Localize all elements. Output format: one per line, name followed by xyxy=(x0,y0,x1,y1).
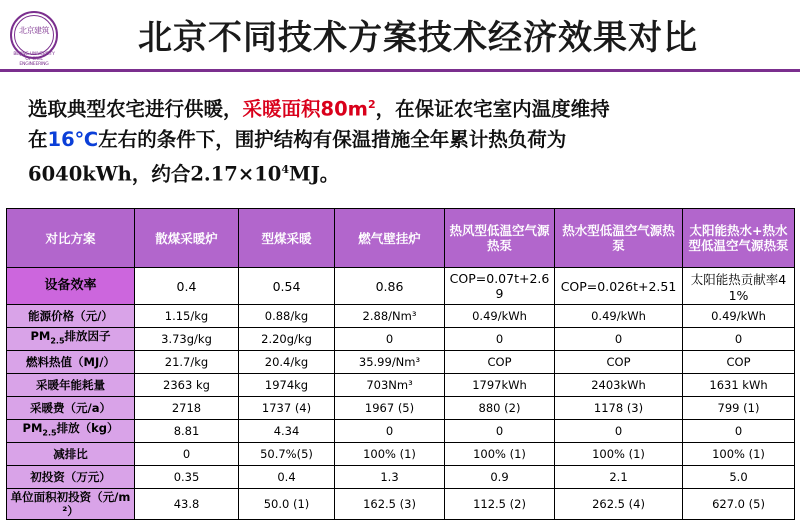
cell-7-2: 100% (1) xyxy=(335,443,445,466)
cell-8-4: 2.1 xyxy=(555,466,683,489)
cell-2-3: 0 xyxy=(445,328,555,351)
cell-2-1: 2.20g/kg xyxy=(239,328,335,351)
table-row xyxy=(7,328,795,351)
cell-7-0: 0 xyxy=(135,443,239,466)
cell-9-1: 50.0 (1) xyxy=(239,489,335,520)
cell-5-2: 1967 (5) xyxy=(335,397,445,420)
slide-header xyxy=(0,0,800,72)
row-label-unit-area-initial-investment: 单位面积初投资（元/m²） xyxy=(7,489,135,520)
row-label-energy-price: 能源价格（元/） xyxy=(7,305,135,328)
column-header-2: 燃气壁挂炉 xyxy=(335,209,445,268)
cell-1-5: 0.49/kWh xyxy=(683,305,795,328)
cell-7-4: 100% (1) xyxy=(555,443,683,466)
cell-5-0: 2718 xyxy=(135,397,239,420)
cell-1-1: 0.88/kg xyxy=(239,305,335,328)
column-header-0: 散煤采暖炉 xyxy=(135,209,239,268)
table-row xyxy=(7,489,795,520)
cell-2-2: 0 xyxy=(335,328,445,351)
cell-0-4: COP=0.026t+2.51 xyxy=(555,268,683,305)
pm-emission-label-tail: 排放（kg） xyxy=(56,421,119,436)
table-row xyxy=(7,443,795,466)
cell-0-0: 0.4 xyxy=(135,268,239,305)
row-label-pm25-emission-factor xyxy=(7,328,135,351)
cell-6-0: 8.81 xyxy=(135,420,239,443)
column-header-1: 型煤采暖 xyxy=(239,209,335,268)
row-label-heating-cost: 采暖费（元/a） xyxy=(7,397,135,420)
pm-emission-label-main: PM xyxy=(22,421,43,436)
cell-5-5: 799 (1) xyxy=(683,397,795,420)
cell-9-4: 262.5 (4) xyxy=(555,489,683,520)
row-label-pm25-emission xyxy=(7,420,135,443)
cell-8-0: 0.35 xyxy=(135,466,239,489)
logo-inner-ring xyxy=(14,15,54,55)
pm-label-sub: 2.5 xyxy=(50,336,65,346)
intro-segment-3: ，在保证农宅室内温度维持 xyxy=(375,97,610,121)
cell-9-0: 43.8 xyxy=(135,489,239,520)
intro-segment-4: 在 xyxy=(28,127,48,151)
pm-label-main: PM xyxy=(30,329,51,344)
row-label-initial-investment: 初投资（万元） xyxy=(7,466,135,489)
cell-2-0: 3.73g/kg xyxy=(135,328,239,351)
cell-2-4: 0 xyxy=(555,328,683,351)
cell-9-2: 162.5 (3) xyxy=(335,489,445,520)
cell-4-1: 1974kg xyxy=(239,374,335,397)
row-label-emission-reduction-ratio: 减排比 xyxy=(7,443,135,466)
cell-1-0: 1.15/kg xyxy=(135,305,239,328)
column-header-4: 热水型低温空气源热泵 xyxy=(555,209,683,268)
cell-6-4: 0 xyxy=(555,420,683,443)
intro-segment-6: 左右的条件下，围护结构有保温措施全年累计热负荷为 xyxy=(98,127,567,151)
university-logo-icon xyxy=(4,8,66,67)
page-title: 北京不同技术方案技术经济效果对比 xyxy=(138,18,698,58)
logo-subtext: BEIJING UNIVERSITY OF CIVIL ENGINEERING xyxy=(13,51,55,67)
intro-segment-7-sup: 4 xyxy=(281,162,289,176)
cell-3-3: COP xyxy=(445,351,555,374)
cell-3-0: 21.7/kg xyxy=(135,351,239,374)
pm-emission-label-sub: 2.5 xyxy=(42,428,57,438)
cell-0-5: 太阳能热贡献率41% xyxy=(683,268,795,305)
cell-3-4: COP xyxy=(555,351,683,374)
cell-7-5: 100% (1) xyxy=(683,443,795,466)
row-label-fuel-heating-value: 燃料热值（MJ/） xyxy=(7,351,135,374)
column-header-5: 太阳能热水+热水型低温空气源热泵 xyxy=(683,209,795,268)
row-label-annual-energy-consumption: 采暖年能耗量 xyxy=(7,374,135,397)
cell-4-5: 1631 kWh xyxy=(683,374,795,397)
cell-4-0: 2363 kg xyxy=(135,374,239,397)
cell-8-5: 5.0 xyxy=(683,466,795,489)
row-label-equipment-efficiency: 设备效率 xyxy=(7,268,135,305)
cell-3-1: 20.4/kg xyxy=(239,351,335,374)
table-corner-label: 对比方案 xyxy=(7,209,135,268)
intro-segment-7: 6040kWh，约合2.17×10 xyxy=(28,162,282,185)
pm-label-tail: 排放因子 xyxy=(64,329,111,344)
cell-6-1: 4.34 xyxy=(239,420,335,443)
cell-0-1: 0.54 xyxy=(239,268,335,305)
intro-paragraph xyxy=(28,90,786,189)
cell-7-1: 50.7%(5) xyxy=(239,443,335,466)
table-row xyxy=(7,268,795,305)
table-row xyxy=(7,420,795,443)
cell-9-3: 112.5 (2) xyxy=(445,489,555,520)
cell-4-3: 1797kWh xyxy=(445,374,555,397)
cell-6-2: 0 xyxy=(335,420,445,443)
intro-highlight-area-sup: 2 xyxy=(367,98,376,111)
table-row xyxy=(7,397,795,420)
intro-highlight-temperature: 16℃ xyxy=(47,127,99,151)
intro-highlight-area: 采暖面积80m xyxy=(242,97,368,121)
table-row xyxy=(7,351,795,374)
cell-4-2: 703Nm³ xyxy=(335,374,445,397)
cell-1-3: 0.49/kWh xyxy=(445,305,555,328)
comparison-table-container xyxy=(6,208,794,520)
cell-9-5: 627.0 (5) xyxy=(683,489,795,520)
cell-1-2: 2.88/Nm³ xyxy=(335,305,445,328)
comparison-table xyxy=(6,208,795,520)
cell-2-5: 0 xyxy=(683,328,795,351)
cell-3-5: COP xyxy=(683,351,795,374)
cell-6-5: 0 xyxy=(683,420,795,443)
cell-8-1: 0.4 xyxy=(239,466,335,489)
intro-segment-1: 选取典型农宅进行供暖， xyxy=(28,97,243,121)
table-row xyxy=(7,305,795,328)
cell-5-1: 1737 (4) xyxy=(239,397,335,420)
cell-5-4: 1178 (3) xyxy=(555,397,683,420)
intro-segment-8: MJ。 xyxy=(289,162,340,185)
cell-1-4: 0.49/kWh xyxy=(555,305,683,328)
cell-3-2: 35.99/Nm³ xyxy=(335,351,445,374)
table-row xyxy=(7,374,795,397)
table-header-row xyxy=(7,209,795,268)
cell-5-3: 880 (2) xyxy=(445,397,555,420)
cell-0-2: 0.86 xyxy=(335,268,445,305)
table-body xyxy=(7,268,795,520)
cell-7-3: 100% (1) xyxy=(445,443,555,466)
cell-0-3: COP=0.07t+2.69 xyxy=(445,268,555,305)
table-row xyxy=(7,466,795,489)
column-header-3: 热风型低温空气源热泵 xyxy=(445,209,555,268)
logo-text: 北京建筑 xyxy=(19,25,49,35)
cell-6-3: 0 xyxy=(445,420,555,443)
cell-8-3: 0.9 xyxy=(445,466,555,489)
cell-4-4: 2403kWh xyxy=(555,374,683,397)
cell-8-2: 1.3 xyxy=(335,466,445,489)
